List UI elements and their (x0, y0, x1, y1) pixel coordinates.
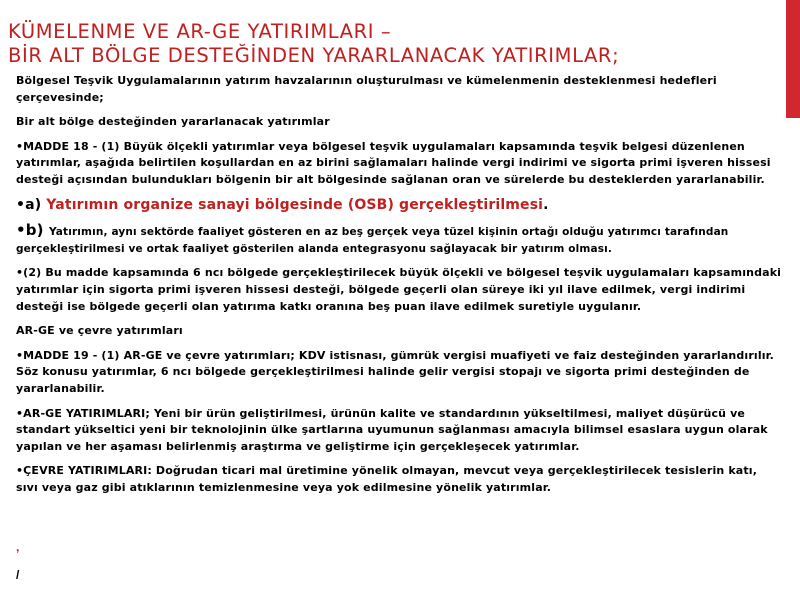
item-b-text: Yatırımın, aynı sektörde faaliyet gösteren en az beş gerçek veya tüzel kişinin ortağı olduğu yatırımcı tarafından gerçekleştirilmesi ve ortak faaliyet gösterilen alanda entegrasyonu sağlayacak bir yatırım olması. (16, 226, 729, 255)
title-line-1: KÜMELENME VE AR-GE YATIRIMLARI – (8, 20, 392, 43)
cevre-definition-paragraph: •ÇEVRE YATIRIMLARI: Doğrudan ticari mal üretimine yönelik olmayan, mevcut veya gerçekleştirilecek tesislerin katı, sıvı veya gaz gibi atıklarının temizlenmesine veya yok edilmesine yönelik yatırımlar. (16, 464, 758, 494)
accent-bar (786, 0, 800, 118)
item-a-suffix: . (543, 196, 549, 213)
arge-definition-paragraph: •AR-GE YATIRIMLARI; Yeni bir ürün geliştirilmesi, ürünün kalite ve standardının yükseltilmesi, maliyet düşürücü ve standart yükseltici yeni bir teknolojinin ülke şartlarına uyumunun sağlanması amacıyla bilimsel esaslara uygun olarak yapılan ve her aşaması belirlenmiş araştırma ve geliştirme için gerçekleşecek yatırımlar. (16, 406, 768, 453)
madde-19-paragraph: •MADDE 19 - (1) AR-GE ve çevre yatırımları; KDV istisnası, gümrük vergisi muafiyeti ve faiz desteğinden yararlandırılır. Söz konusu yatırımlar, 6 ncı bölgede gerçekleştirilmesi halinde gelir vergisi stopajı ve sigorta primi desteğinden de yararlanabilir. (16, 348, 775, 395)
madde-18-paragraph: •MADDE 18 - (1) Büyük ölçekli yatırımlar veya bölgesel teşvik uygulamaları kapsamında teşvik belgesi düzenlenen yatırımlar, aşağıda belirtilen koşullardan en az birini sağlamaları halinde vergi indirimi ve sigorta primi işveren hissesi desteği açısından bulundukları bölgenin bir alt bölgesinde sağlanan oran ve sürelerde bu desteklerden yararlanabilir. (16, 139, 771, 186)
item-a-highlight: Yatırımın organize sanayi bölgesinde (OSB) gerçekleştirilmesi (46, 196, 544, 213)
item-b-prefix: •b) (16, 221, 50, 240)
madde-18-2-paragraph: •(2) Bu madde kapsamında 6 ncı bölgede gerçekleştirilecek büyük ölçekli ve bölgesel teşvik uygulamaları kapsamındaki yatırımlar için sigorta primi işveren hissesi desteği, bölgede geçerli olan süreye iki yıl ilave edilmek, vergi indirimi desteği ise bölgede geçerli olan yatırıma katkı oranına beş puan ilave edilmek suretiyle uygulanır. (16, 266, 782, 313)
subheading-alt-bolge: Bir alt bölge desteğinden yararlanacak yatırımlar (16, 115, 330, 129)
item-b-paragraph (16, 222, 782, 257)
subheading-arge-cevre: AR-GE ve çevre yatırımları (16, 324, 183, 338)
tail-mark-comma: , (16, 540, 20, 554)
item-a-prefix: •a) (16, 196, 47, 213)
intro-paragraph: Bölgesel Teşvik Uygulamalarının yatırım havzalarının oluşturulması ve kümelenmenin desteklenmesi hedefleri çerçevesinde; (16, 74, 717, 104)
title-line-2: BİR ALT BÖLGE DESTEĞİNDEN YARARLANACAK YATIRIMLAR; (8, 44, 620, 67)
slide-body (16, 73, 782, 504)
slide-title (8, 20, 778, 68)
tail-mark-slash: / (16, 568, 20, 582)
item-a-paragraph (16, 197, 782, 215)
